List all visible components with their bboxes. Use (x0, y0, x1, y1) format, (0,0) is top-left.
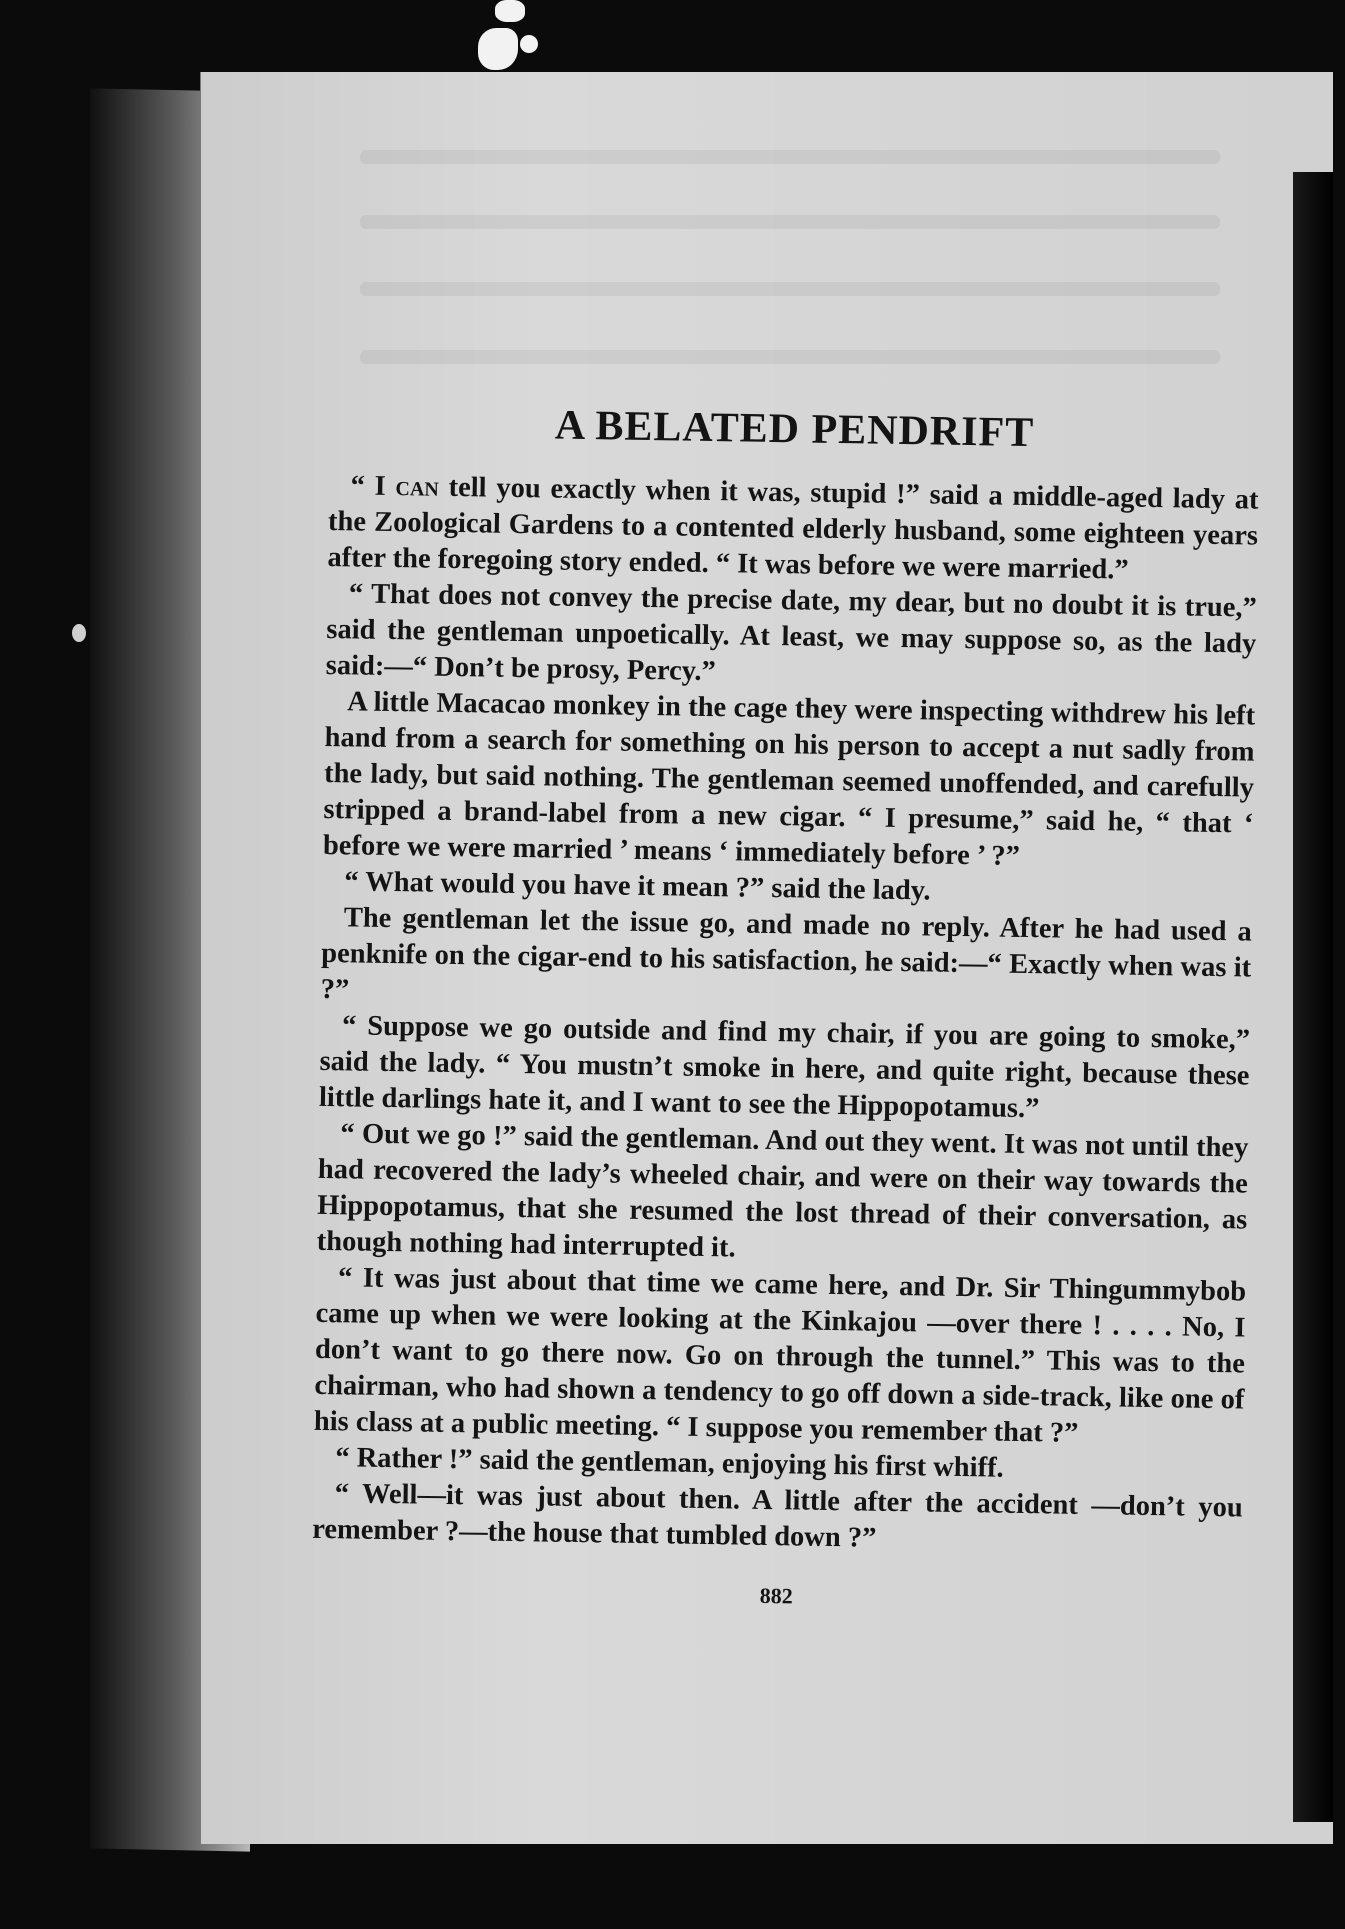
paper-scrap (495, 0, 525, 22)
paper-scrap (478, 28, 518, 70)
paper-fleck (72, 624, 86, 642)
paragraph-lead: “ I (350, 470, 396, 503)
paragraph: A little Macacao monkey in the cage they were inspecting withdrew his left hand from a search for something on his person to accept a nut sadly from the lady, but said nothing. The gentleman seemed unoffended, and carefully stripped a brand-label from a new cigar. “ I presume,” said he, “ that ‘ before we were married ’ means ‘ immediately before ’ ?” (322, 686, 1256, 872)
paragraph: “ It was just about that time we came here, and Dr. Sir Thingummybob came up when we were looking at the Kinkajou —over there ! . . . . No, I don’t want to go there now. Go on through the tunnel.” This was to the chairman, who had shown a tendency to go off down a side-track, like one of his class at a public meeting. “ I suppose you remember that ?” (313, 1262, 1247, 1449)
show-through-line (360, 215, 1220, 229)
paragraph-text: tell you exactly when it was, stupid !” said a middle-aged lady at the Zoological Gardens to a contented elderly husband, some eighteen years after the foregoing story ended. “ It was before we were married.” (327, 471, 1259, 586)
page-gutter-shadow (1293, 172, 1333, 1822)
paragraph: The gentleman let the issue go, and made no reply. After he had used a penknife on the cigar-end to his satisfaction, he said:—“ Exactly when was it ?” (320, 902, 1252, 1006)
paper-scrap (520, 35, 538, 53)
show-through-line (360, 150, 1220, 164)
show-through-line (360, 350, 1220, 364)
paragraph: “ Well—it was just about then. A little after the accident —don’t you remember ?—the house that tumbled down ?” (311, 1478, 1243, 1554)
paragraph: “ That does not convey the precise date, my dear, but no doubt it is true,” said the gentleman unpoetically. At least, we may suppose so, as the lady said:—“ Don’t be prosy, Percy.” (325, 578, 1258, 688)
paragraph (327, 468, 1259, 591)
show-through-line (360, 282, 1220, 296)
paragraph: “ What would you have it mean ?” said the lady. (344, 866, 931, 907)
paragraph: “ Suppose we go outside and find my chair, if you are going to smoke,” said the lady. “ You mustn’t smoke in here, and quite right, because these little darlings hate it, and I want to see the Hippopotamus.” (318, 1010, 1251, 1125)
paragraph: “ Out we go !” said the gentleman. And out they went. It was not until they had recovered the lady’s wheeled chair, and were on their way towards the Hippopotamus, that she resumed the lost thread of their conversation, as though nothing had interrupted it. (316, 1118, 1249, 1264)
chapter-title: A BELATED PENDRIFT (554, 402, 1035, 457)
page-number: 882 (759, 1582, 793, 1609)
page-text (311, 398, 1260, 1616)
small-caps-word: can (395, 471, 440, 503)
paragraph: “ Rather !” said the gentleman, enjoying his first whiff. (335, 1442, 1004, 1484)
